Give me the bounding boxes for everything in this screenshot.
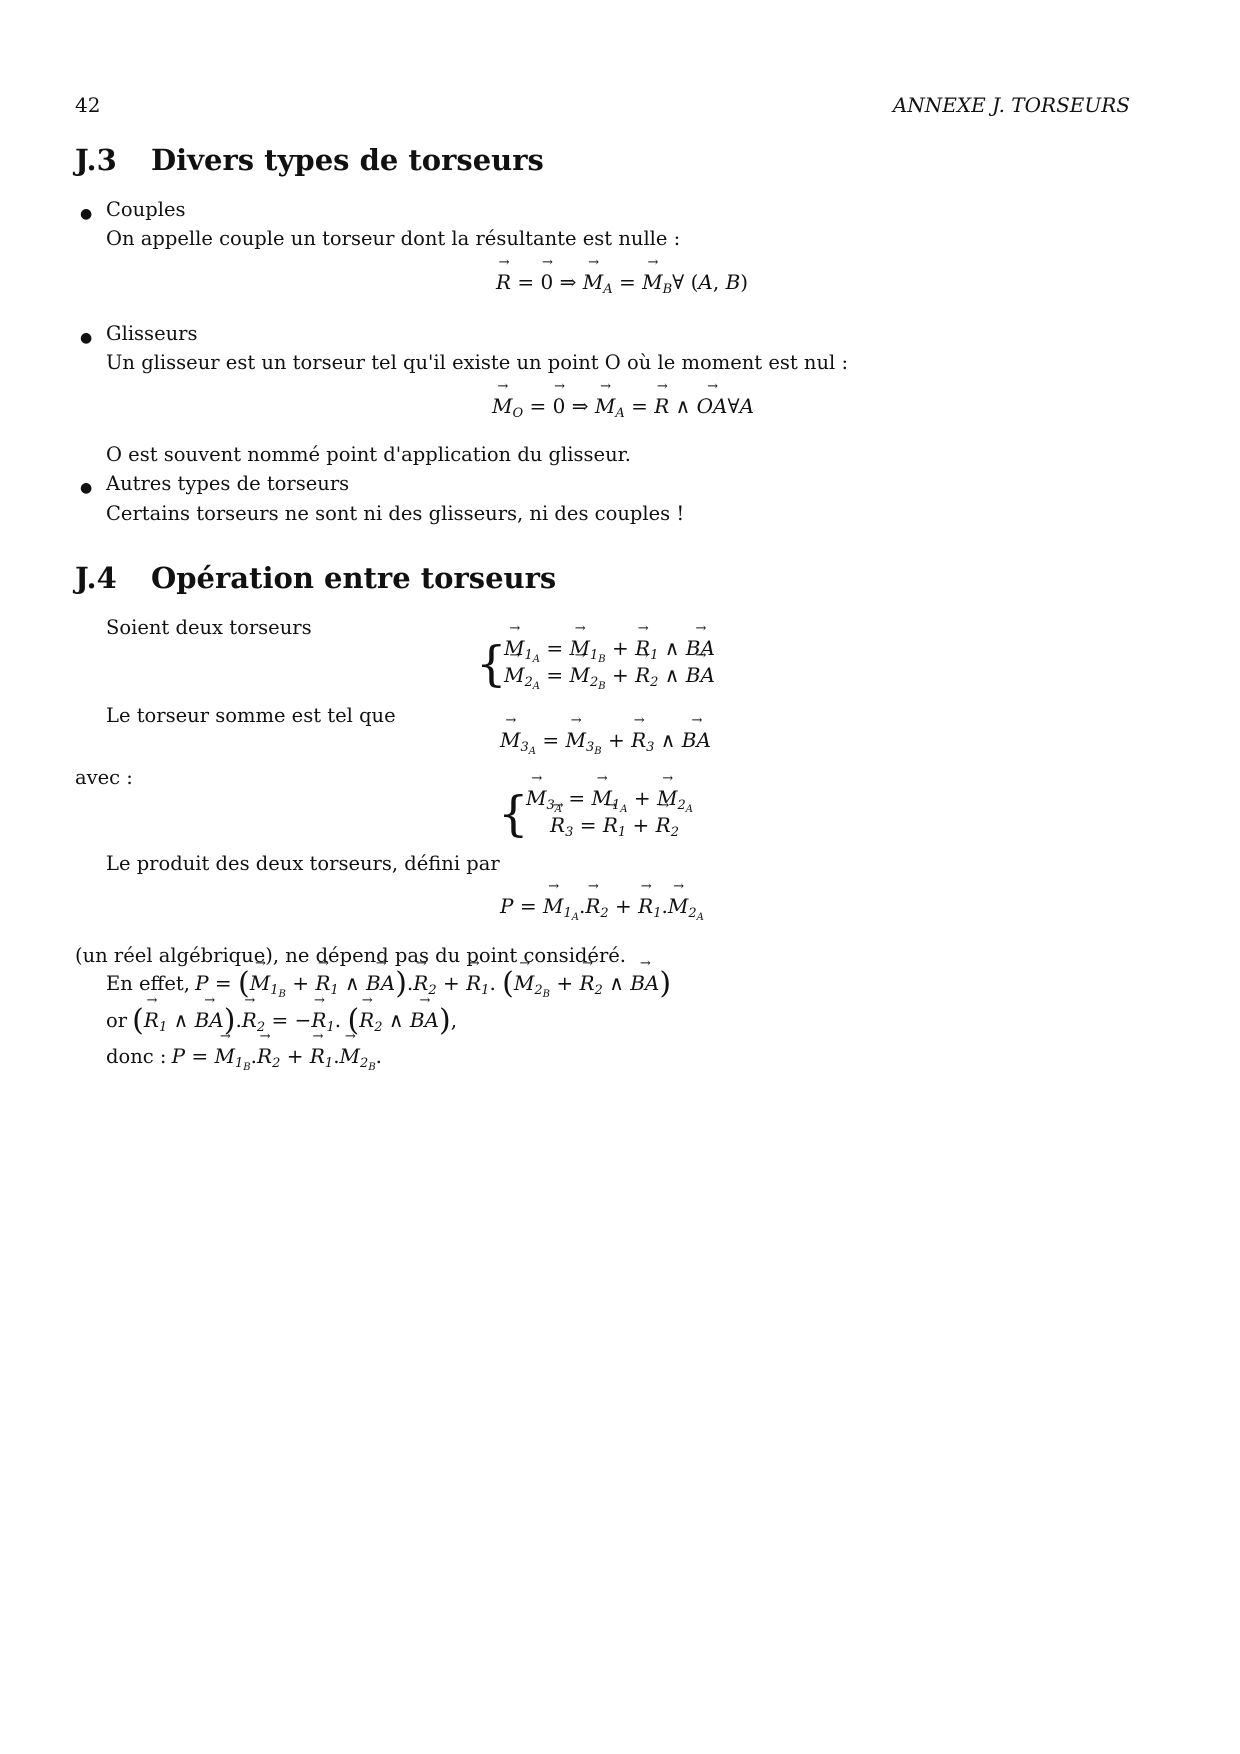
bullet-icon: ● bbox=[80, 206, 93, 222]
en-effet-label: En effet, bbox=[106, 972, 190, 995]
donc-line bbox=[106, 1044, 382, 1073]
equation-line: → $M_{3_A}$ = → $M_{1_A}$ + → $M_{2_A}$ bbox=[526, 786, 693, 815]
soient-text: Soient deux torseurs bbox=[106, 616, 312, 639]
bullet-icon: ● bbox=[80, 330, 93, 346]
equation-produit: P = → $M_{1_A}.\to R_2$ + → $R_1.\to M_{2_A}$ bbox=[500, 894, 704, 923]
produit-text: Le produit des deux torseurs, défini par bbox=[106, 852, 500, 875]
equation-donc: P = → $M_{1_B}.\to R_2$ + → $R_1.\to M_{2_B}$. bbox=[172, 1044, 382, 1068]
equation-glisseur: → $M_O$ = → 0 ⇒ → $M_A$ = → R ∧ → OA∀A bbox=[492, 394, 754, 421]
section-title: Divers types de torseurs bbox=[151, 143, 544, 177]
section-number: J.3 bbox=[75, 143, 117, 177]
brace-icon: { bbox=[498, 786, 529, 842]
reel-text: (un réel algébrique), ne dépend pas du point considéré. bbox=[75, 944, 627, 967]
equation-or: (→ $R_1$ ∧ → $BA).\to R_2$ = −→ $R_1$. (→ $R_2$ ∧ → BA), bbox=[132, 1008, 457, 1032]
couples-label: Couples bbox=[106, 198, 186, 221]
bullet-icon: ● bbox=[80, 480, 93, 496]
equation-en-effet: P = (→ $M_{1_B}$ + → $R_1$ ∧ → $BA).\to R_2$ + → $R_1$. (→ $M_{2_B}$ + → $R_2$ ∧ → BA) bbox=[195, 971, 671, 995]
system-two-torseurs bbox=[476, 636, 736, 696]
avec-text: avec : bbox=[75, 766, 133, 789]
en-effet-line bbox=[106, 966, 671, 1001]
equation-couple: → R = → 0 ⇒ → $M_A$ = → $M_B\forall$ (A, B) bbox=[496, 270, 748, 297]
donc-label: donc : bbox=[106, 1045, 167, 1068]
couples-text: On appelle couple un torseur dont la résultante est nulle : bbox=[106, 227, 681, 250]
equation-line: → $R_3$ = → $R_1$ + → $R_2$ bbox=[550, 813, 679, 840]
section-number: J.4 bbox=[75, 561, 117, 595]
page-number: 42 bbox=[75, 93, 101, 117]
glisseurs-note: O est souvent nommé point d'application du glisseur. bbox=[106, 443, 632, 466]
or-line bbox=[106, 1003, 457, 1038]
system-avec bbox=[498, 786, 718, 846]
equation-line: → $M_{1_A}$ = → $M_{1_B}$ + → $R_1$ ∧ → BA bbox=[504, 636, 715, 665]
glisseurs-label: Glisseurs bbox=[106, 322, 198, 345]
glisseurs-text: Un glisseur est un torseur tel qu'il existe un point O où le moment est nul : bbox=[106, 351, 849, 374]
autres-label: Autres types de torseurs bbox=[106, 472, 350, 495]
section-title: Opération entre torseurs bbox=[151, 561, 557, 595]
or-label: or bbox=[106, 1009, 128, 1032]
autres-text: Certains torseurs ne sont ni des glisseurs, ni des couples ! bbox=[106, 502, 685, 525]
brace-icon: { bbox=[476, 636, 507, 692]
equation-somme: → $M_{3_A}$ = → $M_{3_B}$ + → $R_3$ ∧ → BA bbox=[500, 728, 711, 757]
section-heading-j3 bbox=[75, 143, 544, 177]
somme-text: Le torseur somme est tel que bbox=[106, 704, 396, 727]
equation-line: → $M_{2_A}$ = → $M_{2_B}$ + → $R_2$ ∧ → BA bbox=[504, 663, 715, 692]
running-title: ANNEXE J. TORSEURS bbox=[892, 93, 1130, 117]
section-heading-j4 bbox=[75, 561, 556, 595]
